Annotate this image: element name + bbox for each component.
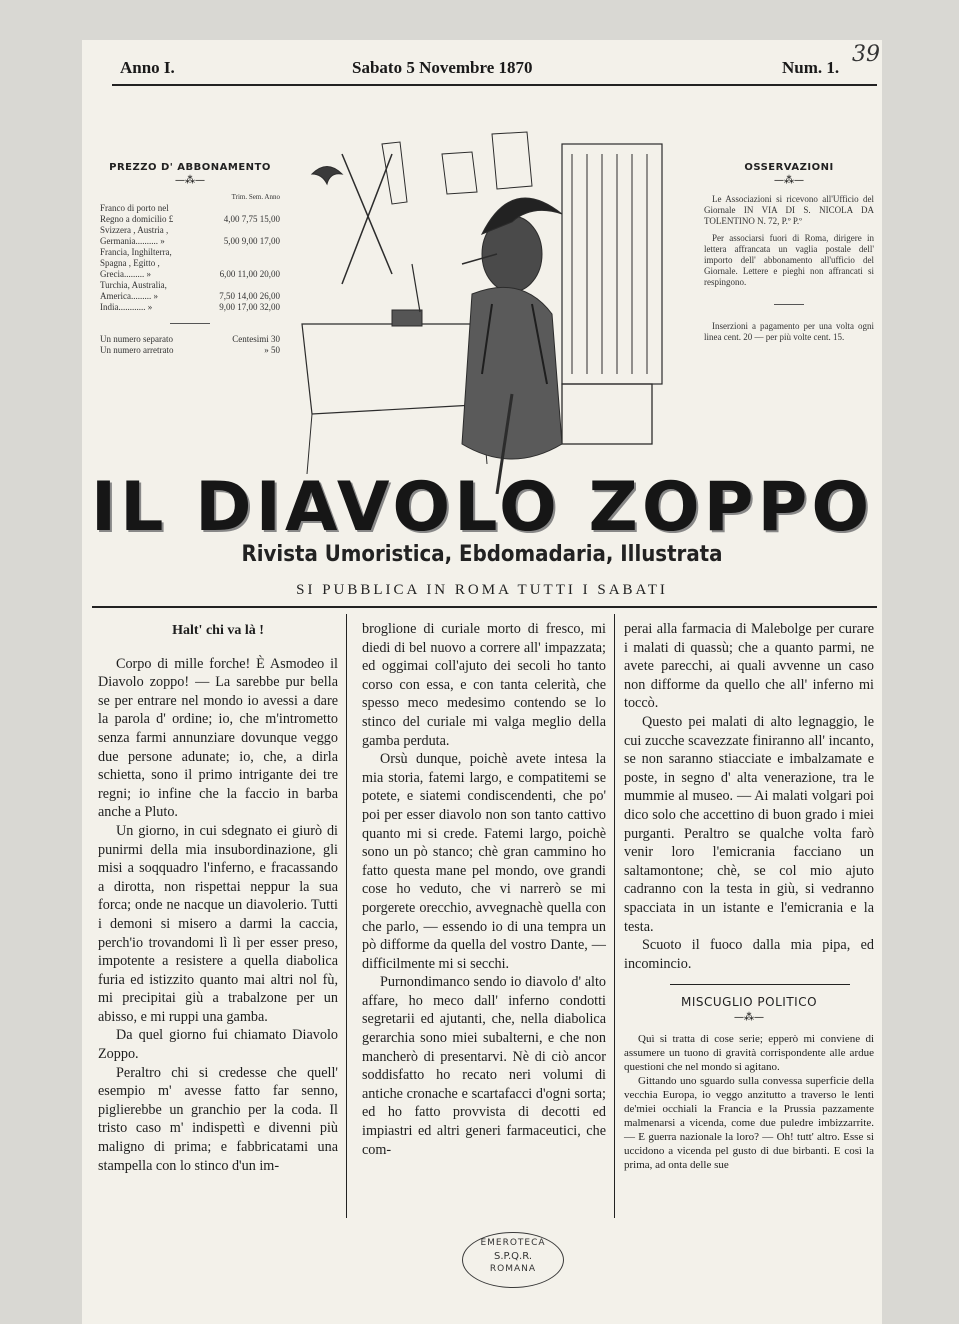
politics-para: Quì si tratta di cose serie; epperò mi conviene di assumere un tuono di gravità corrispondente alle ardue questioni che nel mondo si agitano. xyxy=(624,1033,874,1073)
price-row xyxy=(100,247,280,258)
single-issue-row xyxy=(100,345,280,356)
article-para: Scuoto il fuoco dalla mia pipa, ed incomincio. xyxy=(624,937,874,972)
stamp-top: EMEROTECA xyxy=(480,1238,546,1248)
price-row-label: Franco di porto nel xyxy=(100,203,169,213)
article-para: Da quel giorno fui chiamato Diavolo Zoppo. xyxy=(98,1027,338,1063)
politics-body xyxy=(624,1032,874,1172)
header-rule xyxy=(112,84,877,86)
issue-year: Anno I. xyxy=(120,58,175,77)
illustration-devil-reading xyxy=(282,114,682,494)
article-para: Peraltro chi si credesse che quell' esempio m' avesse fatto far senno, piglierebbe un granchio per la coda. Il tristo caso m' indispettì e divenni più maligno di prima; e fabbricatami una stampella con lo stinco d'un im- xyxy=(98,1064,338,1174)
article-para: Corpo di mille forche! È Asmodeo il Diavolo zoppo! — La sarebbe pur bella se per entrare nel mondo io avessi a dare la parola d' ordine; io, che m'intrometto senza farmi annunziare dovunque veggo due persone adunate; io, che, a dirla schietta, sono il primo intrigante dei tre regni; io infine che la faccio in barba anche a Pluto. xyxy=(98,655,338,821)
price-row-values: 5,00 9,00 17,00 xyxy=(223,236,280,246)
price-row xyxy=(100,214,280,225)
price-row xyxy=(100,269,280,280)
price-row-label: Turchia, Australia, xyxy=(100,280,167,290)
library-stamp xyxy=(462,1232,564,1288)
single-issue-row xyxy=(100,334,280,345)
ornament: —⁂— xyxy=(774,175,804,186)
article-para: Orsù dunque, poichè avete intesa la mia storia, fatemi largo, e compatitemi se potete, e siatemi condiscendenti, che po' poi per esser diavolo non son tanto cattivo quanto mi si crede. Fatemi largo, poichè sono un pò stanco; chè gran cammino ho fatto questa mane pel mondo, ove grandi cose ho veduto, che vi narrerò se mi porgerete orecchio, avvegnachè quella con che parlo, — essendo io di una tempra un pò difforme da quella del vostro Dante, — difficilmente mi si secchi. xyxy=(362,751,606,972)
masthead-title: IL DIAVOLO ZOPPO xyxy=(90,468,874,547)
article-column-1 xyxy=(98,622,338,1175)
single-issue-label: Un numero arretrato xyxy=(100,345,174,355)
ornament: —⁂— xyxy=(734,1012,764,1023)
price-row-label: Regno a domicilio £ xyxy=(100,214,174,224)
column-rule-2 xyxy=(614,614,615,1218)
observations-box xyxy=(704,162,874,343)
article-para: Questo pei malati di alto legnaggio, le cui zucche scavezzate finiranno all' incanto, se non saranno stiacciate e imbalzamate e poste, in segno d' alta venerazione, tra le mummie al museo. — Ai malati volgari poi dico solo che accettino di buon grado i miei purganti. Peraltro se qualche volta farò venir loro l'emicrania facciano un saltamontone; chè, se col mio ajuto cadranno con la testa in giù, si vedranno spacciata in un istante e l'emicrania e la testa. xyxy=(624,713,874,935)
price-row xyxy=(100,302,280,313)
price-divider xyxy=(170,323,210,324)
masthead-subtitle: Rivista Umoristica, Ebdomadaria, Illustrata xyxy=(241,542,723,567)
price-row-label: Svizzera , Austria , xyxy=(100,225,169,235)
ornament: —⁂— xyxy=(175,175,205,186)
price-row-label: Germania.......... » xyxy=(100,236,165,246)
article-column-2 xyxy=(362,620,606,1159)
price-columns: Trim. Sem. Anno xyxy=(231,193,280,201)
price-row xyxy=(100,225,280,236)
price-rows xyxy=(100,203,280,313)
newspaper-page xyxy=(82,40,882,1324)
price-row xyxy=(100,203,280,214)
article-para: broglione di curiale morto di fresco, mi diedi di bel nuovo a correre all' impazzata; ed oggimai coll'ajuto dei secoli ho tanto corso con essa, e con tanta celerità, che spesso meco medesimo contendo se lo stinco del curiale mi valga meglio della gamba perduta. xyxy=(362,621,606,749)
article-para: perai alla farmacia di Malebolge per curare i malati di quassù; che a quanto parmi, ne avete parecchi, ai quali avvenne un caso non difforme da quello che all' inferno mi toccò. xyxy=(624,621,874,712)
article-column-3 xyxy=(624,620,874,973)
price-row-values: 9,00 17,00 32,00 xyxy=(219,302,280,312)
price-row-label: Grecia......... » xyxy=(100,269,151,279)
column-rule-1 xyxy=(346,614,347,1218)
article-para: Purnondimanco sendo io diavolo d' alto affare, ho meco dall' inferno condotti segretarii ed ajutanti, che, nella diabolica gerarchia sono miei subalterni, e che non mancherò di presentarvi. Nè di ciò ancor soddisfatto ho recato neri volumi di antiche cronache e scartafacci d'ogni sorta; ed ho fatto provvista di decotti ed impiastri ed altri generi farmaceutici, che com- xyxy=(362,974,606,1158)
masthead-tagline: SI PUBBLICA IN ROMA TUTTI I SABATI xyxy=(296,582,668,598)
price-row xyxy=(100,236,280,247)
single-issue-value: Centesimi 30 xyxy=(232,334,280,344)
price-row-values: 7,50 14,00 26,00 xyxy=(219,291,280,301)
price-row-label: Spagna , Egitto , xyxy=(100,258,160,268)
observations-title: OSSERVAZIONI xyxy=(744,162,834,173)
politics-para: Gittando uno sguardo sulla convessa superficie della vecchia Europa, io veggo anzitutto a traverso le lenti de'miei occhiali la Francia e la Prussia pazzamente malmenarsi a vicenda, come due puledre imbizzarrite. — E guerra nazionale la loro? — Oh! tutt' altro. Esse si uccidono a vicenda pel gusto di due birbanti. E così la prima, ad onta delle sue xyxy=(624,1075,874,1171)
observations-para-3: Inserzioni a pagamento per una volta ogni linea cent. 20 — per più volte cent. 15. xyxy=(704,321,874,342)
price-row xyxy=(100,280,280,291)
price-row xyxy=(100,291,280,302)
price-title: PREZZO D' ABBONAMENTO xyxy=(109,162,271,173)
single-issue-label: Un numero separato xyxy=(100,334,173,344)
masthead-rule xyxy=(92,606,877,608)
page-mark: 39 xyxy=(852,42,880,67)
article-title: Halt' chi va là ! xyxy=(172,623,264,638)
price-box xyxy=(100,162,280,356)
price-row-label: America......... » xyxy=(100,291,158,301)
observations-para-2: Per associarsi fuori di Roma, dirigere in lettera affrancata un vaglia postale dell' importo dell' abbonamento all'ufficio del Giornale. Lettere e pieghi non affrancati si respingono. xyxy=(704,233,874,287)
price-single xyxy=(100,334,280,356)
politics-title: MISCUGLIO POLITICO xyxy=(680,995,818,1009)
stamp-bottom: ROMANA xyxy=(489,1264,537,1274)
price-row-label: Francia, Inghilterra, xyxy=(100,247,172,257)
price-row-values: 4,00 7,75 15,00 xyxy=(223,214,280,224)
article-para: Un giorno, in cui sdegnato ei giurò di punirmi della mia insubordinazione, gli misi a soqquadro l'inferno, e fracassando a dirotta, non rispettai neppur la sua forca; onde ne nacque un diavolerio. Tutti i demoni si misero a darmi la caccia, perch'io trovandomi lì lì per esser preso, impotente a resistere a quella diabolica furia ed istizzito quanto mai altri nol fù, mi precipitai giù a trabalzone per un abisso, e mi ruppi una gamba. xyxy=(98,822,338,1025)
observations-para-1: Le Associazioni si ricevono all'Ufficio del Giornale IN VIA DI S. NICOLA DA TOLENTINO N. 72, P.º P.º xyxy=(704,194,874,226)
stamp-middle: S.P.Q.R. xyxy=(494,1251,532,1262)
politics-rule-top xyxy=(670,984,850,985)
price-row xyxy=(100,258,280,269)
issue-number: Num. 1. xyxy=(782,58,840,77)
observations-divider xyxy=(774,304,804,305)
issue-date: Sabato 5 Novembre 1870 xyxy=(352,58,533,77)
single-issue-value: » 50 xyxy=(264,345,280,355)
price-row-label: India............ » xyxy=(100,302,153,312)
price-row-values: 6,00 11,00 20,00 xyxy=(219,269,280,279)
